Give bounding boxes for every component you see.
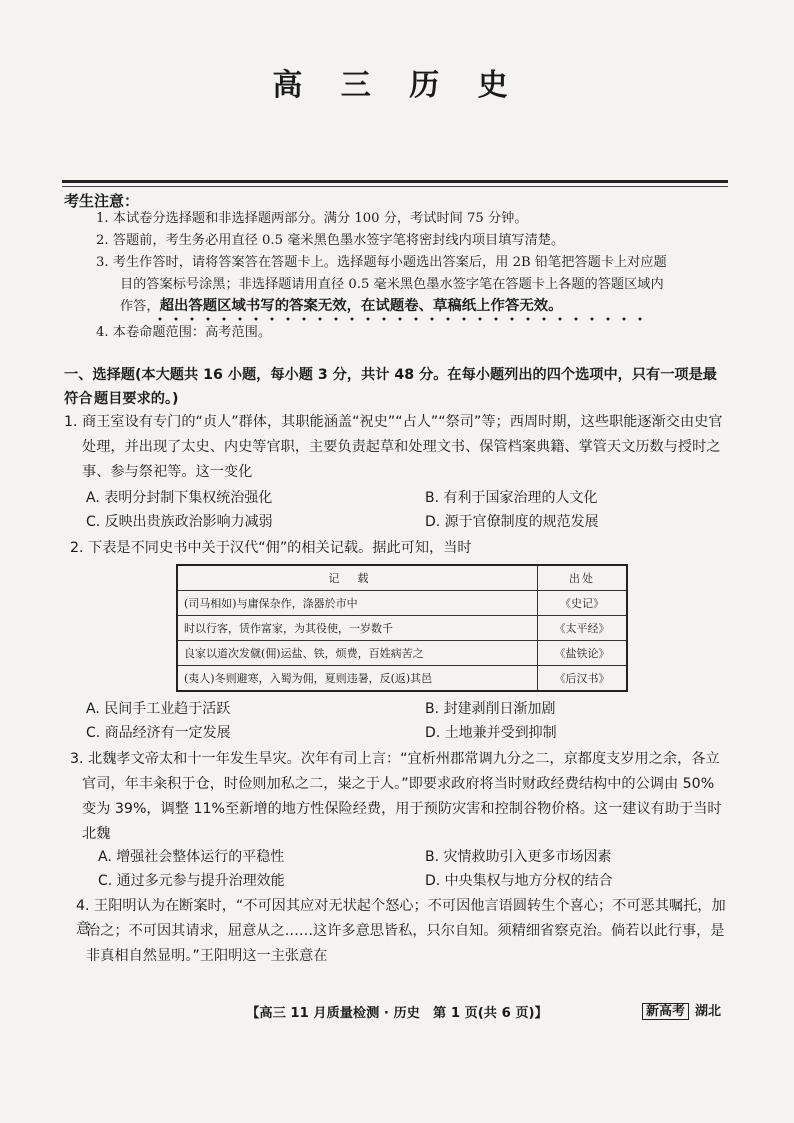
q4-line-1: 4. 王阳明认为在断案时，“不可因其应对无状起个怒心；不可因他言语圆转生个喜心；不可恶其嘱托，加意 xyxy=(76,898,726,937)
q1-line-2: 处理，并出现了太史、内史等官职，主要负责起草和处理文书、保管档案典籍、掌管天文历数与授时之 xyxy=(82,439,721,455)
table-cell-source: 《后汉书》 xyxy=(538,666,628,692)
table-row xyxy=(177,591,627,616)
table-cell-source: 《史记》 xyxy=(538,591,628,616)
section-heading: 一、选择题(本大题共 16 小题，每小题 3 分，共计 48 分。在每小题列出的四个选项中，只有一项是最符合 xyxy=(64,367,717,407)
q3-line-4: 北魏 xyxy=(82,826,111,842)
q2-option-d: D. 土地兼并受到抑制 xyxy=(425,725,557,741)
table-cell-record: (司马相如)与庸保杂作，涤器於市中 xyxy=(177,591,538,616)
note-3: 3. 考生作答时，请将答案答在答题卡上。选择题每小题选出答案后，用 2B 铅笔把答题卡上对应题 xyxy=(96,255,667,270)
note-3-prefix: 作答， xyxy=(120,299,160,314)
q2-option-b: B. 封建剥削日渐加剧 xyxy=(425,701,556,717)
table-row xyxy=(177,616,627,641)
note-2: 2. 答题前，考生务必用直径 0.5 毫米黑色墨水签字笔将密封线内项目填写清楚。 xyxy=(96,233,565,248)
section-heading-cont: 题目要求的。) xyxy=(94,391,179,407)
q3-line-1: 3. 北魏孝文帝太和十一年发生旱灾。次年有司上言：“宜析州郡常调九分之二，京都度支岁用之余，各立 xyxy=(70,751,720,767)
q3-option-c: C. 通过多元参与提升治理效能 xyxy=(98,873,285,889)
table-head-row xyxy=(177,565,627,591)
table-cell-source: 《太平经》 xyxy=(538,616,628,641)
q1-option-d: D. 源于官僚制度的规范发展 xyxy=(425,514,599,530)
q2-table xyxy=(176,564,628,692)
table-row xyxy=(177,666,627,692)
q3-line-3: 变为 39%，调整 11%至新增的地方性保险经费，用于预防灾害和控制谷物价格。这一建议有助于当时 xyxy=(82,801,722,817)
q2-option-c: C. 商品经济有一定发展 xyxy=(86,725,231,741)
page-footer: 【高三 11 月质量检测 · 历史 第 1 页(共 6 页)】 xyxy=(246,1006,548,1021)
q1-line-3: 事、参与祭祀等。这一变化 xyxy=(82,464,253,480)
header-rule xyxy=(62,180,728,183)
region-label: 湖北 xyxy=(695,1004,722,1019)
table-head-record: 记载 xyxy=(177,565,538,591)
header-rule-thin xyxy=(62,186,728,187)
table-cell-record: 时以行客，赁作富家，为其役使，一岁数千 xyxy=(177,616,538,641)
note-3-cont: 目的答案标号涂黑；非选择题请用直径 0.5 毫米黑色墨水签字笔在答题卡上各题的答题区域内 xyxy=(120,277,664,292)
note-3-emphasis: 超出答题区域书写的答案无效，在试题卷、草稿纸上作答无效。 xyxy=(159,298,563,314)
q3-option-a: A. 增强社会整体运行的平稳性 xyxy=(98,849,285,865)
table-cell-record: (夷人)冬则避寒，入蜀为佣，夏则违暑，反(返)其邑 xyxy=(177,666,538,692)
q1-option-a: A. 表明分封制下集权统治强化 xyxy=(86,490,273,506)
region-badge xyxy=(642,1000,721,1019)
page-title: 高 三 历 史 xyxy=(272,68,522,103)
q1-line-1: 1. 商王室设有专门的“贞人”群体，其职能涵盖“祝史”“占人”“祭司”等；西周时期，这些职能逐渐交由史官 xyxy=(64,414,723,430)
table-head-source: 出处 xyxy=(538,565,628,591)
table-cell-record: 良家以道次发僦(佣)运盐、铁，烦费，百姓病苦之 xyxy=(177,641,538,666)
notes-heading: 考生注意： xyxy=(64,192,140,210)
table-row xyxy=(177,641,627,666)
q3-option-d: D. 中央集权与地方分权的结合 xyxy=(425,873,613,889)
q1-option-c: C. 反映出贵族政治影响力减弱 xyxy=(86,514,273,530)
q4-line-3: 非真相自然显明。”王阳明这一主张意在 xyxy=(86,948,328,964)
q3-line-2: 官司，年丰籴积于仓，时俭则加私之二，粜之于人。”即要求政府将当时财政经费结构中的公调由 50% xyxy=(82,776,715,792)
table-cell-source: 《盐铁论》 xyxy=(538,641,628,666)
q3-option-b: B. 灾情救助引入更多市场因素 xyxy=(425,849,612,865)
exam-type-badge: 新高考 xyxy=(642,1003,689,1020)
emphasis-dots xyxy=(152,317,652,321)
note-1: 1. 本试卷分选择题和非选择题两部分。满分 100 分，考试时间 75 分钟。 xyxy=(96,211,528,226)
q4-line-2: 治之；不可因其请求，屈意从之……这许多意思皆私，只尔自知。须精细省察克治。倘若以此行事，是 xyxy=(86,923,725,939)
q2-stem: 2. 下表是不同史书中关于汉代“佣”的相关记载。据此可知，当时 xyxy=(70,540,472,556)
note-4: 4. 本卷命题范围：高考范围。 xyxy=(96,325,272,340)
q2-option-a: A. 民间手工业趋于活跃 xyxy=(86,701,231,717)
q1-option-b: B. 有利于国家治理的人文化 xyxy=(425,490,598,506)
note-3-cont2 xyxy=(120,295,732,318)
